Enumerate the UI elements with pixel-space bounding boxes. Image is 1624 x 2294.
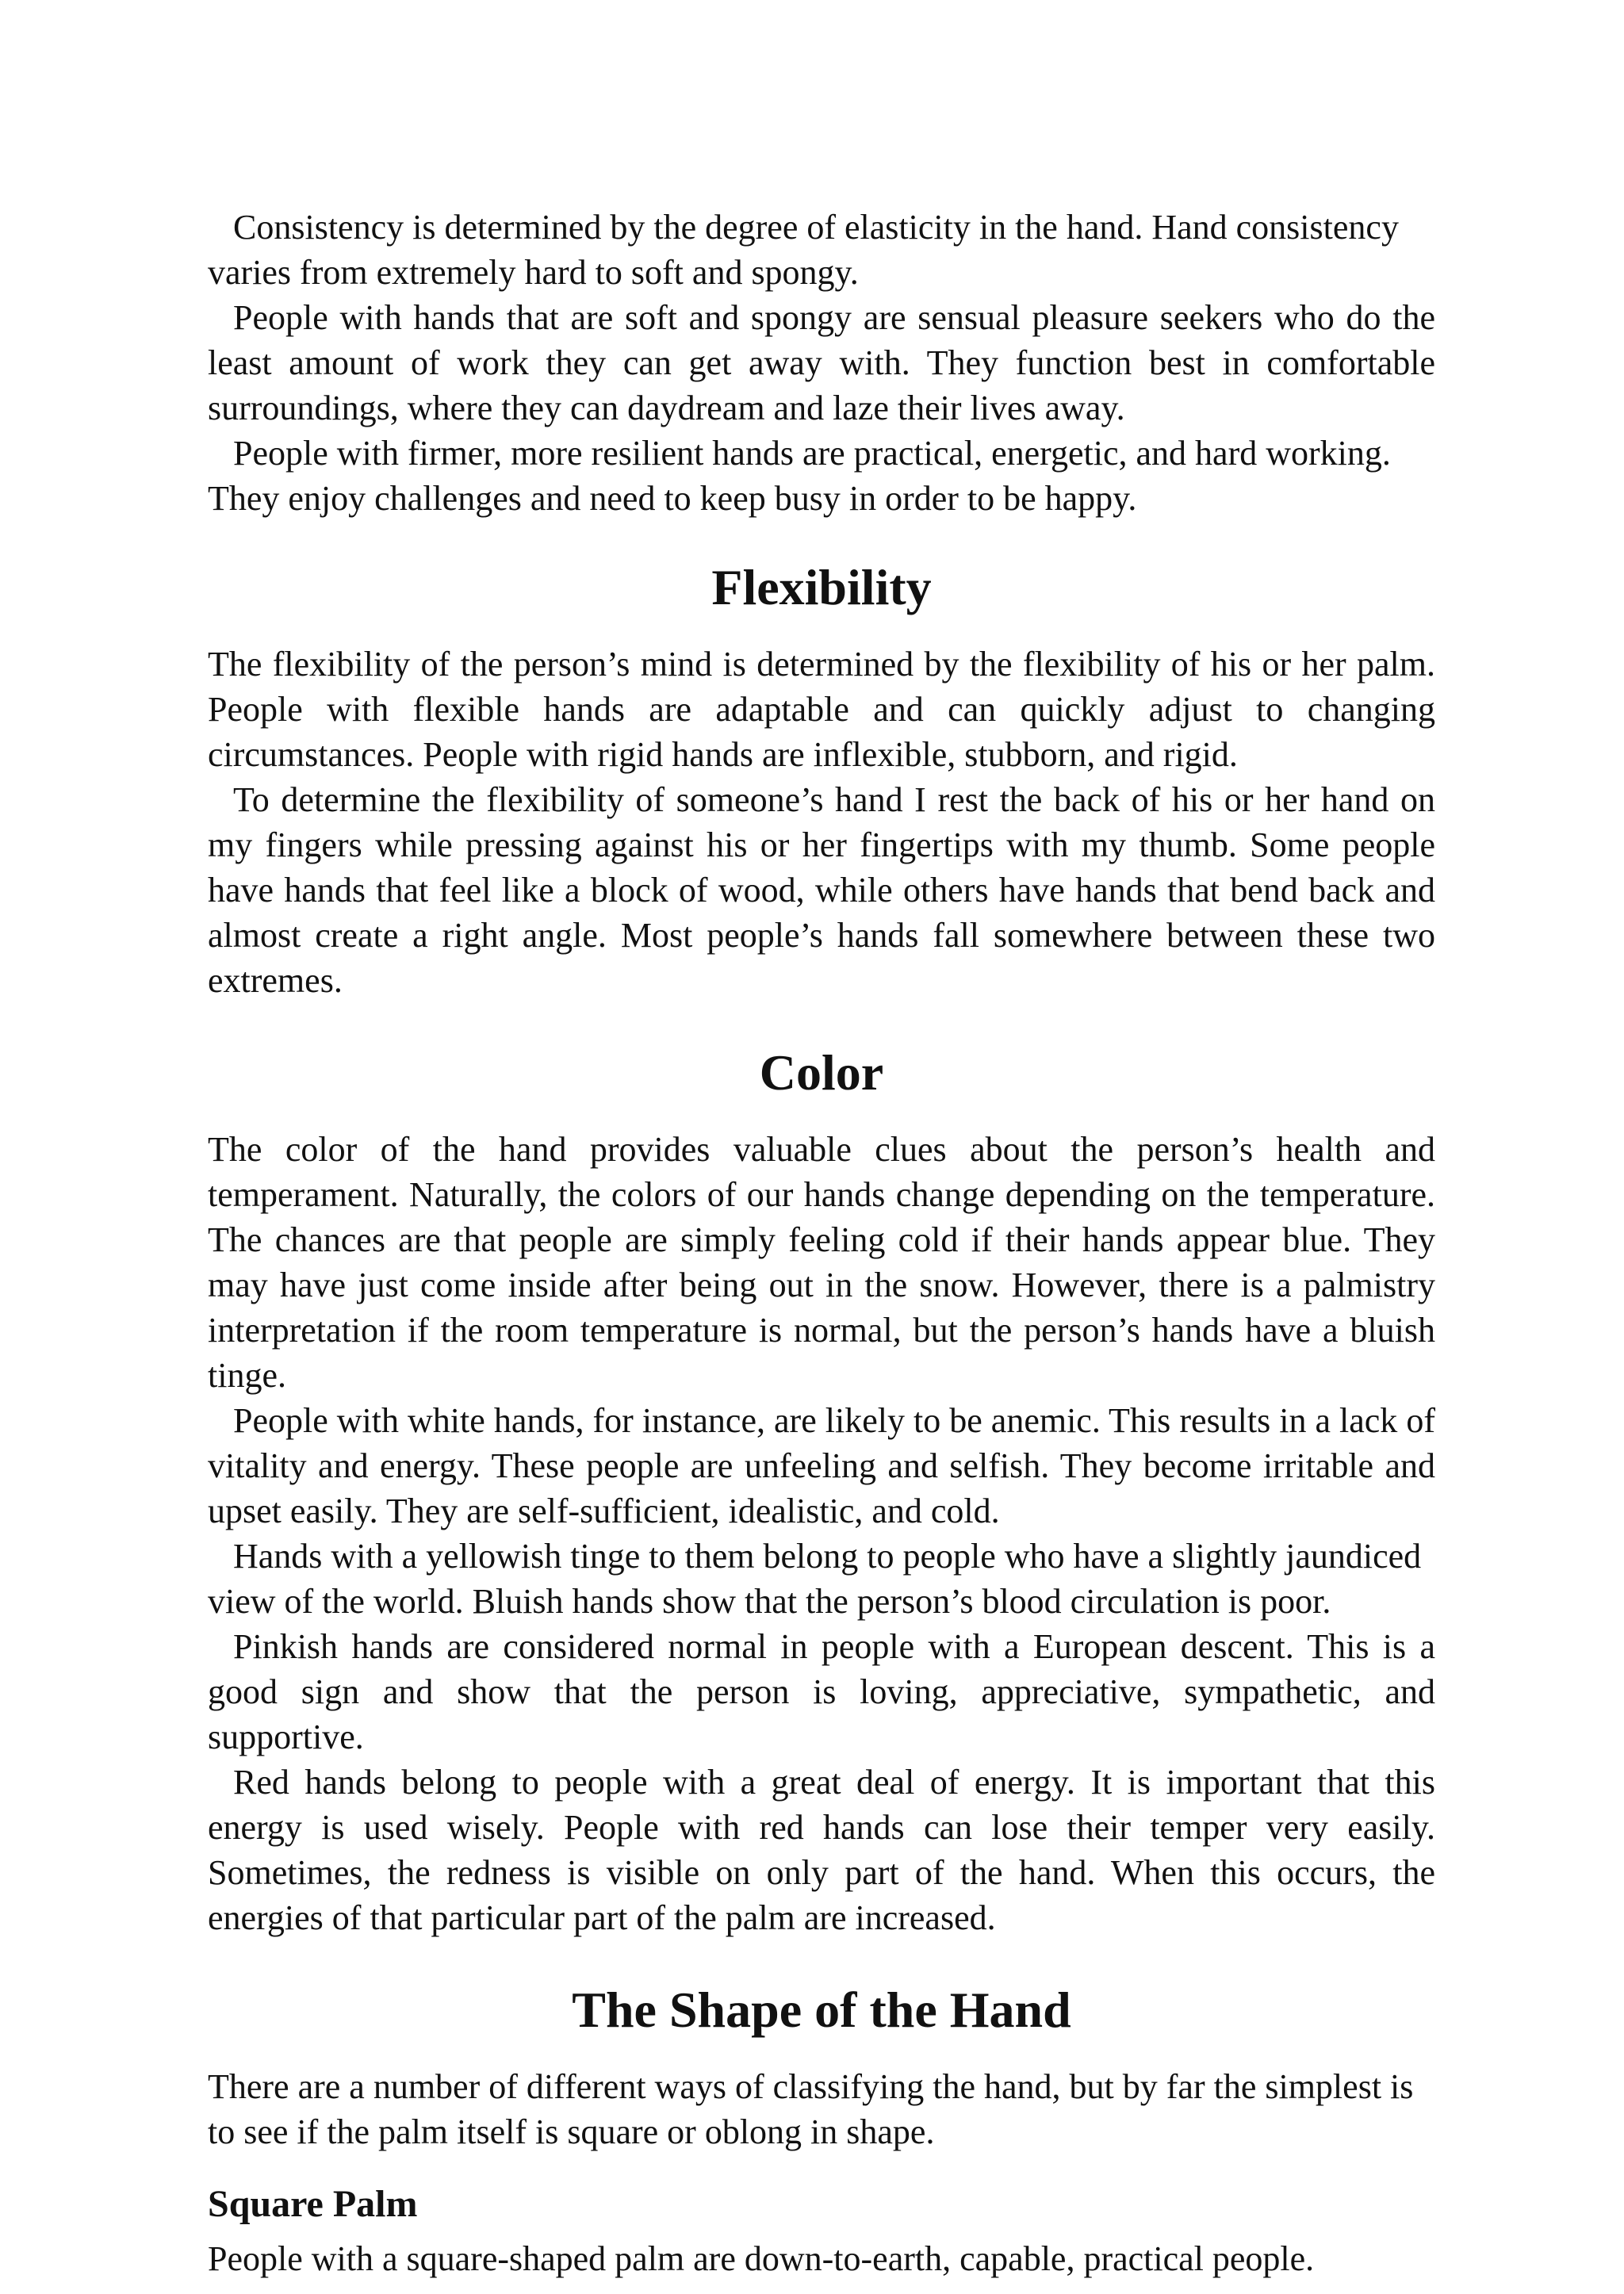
flexibility-heading: Flexibility xyxy=(711,559,932,615)
color-paragraph-3: Hands with a yellowish tinge to them belong to people who have a slightly jaundiced view of the world. Bluish hands show that the person’s blood circulation is poor. xyxy=(208,1537,1422,1621)
color-paragraph-2: People with white hands, for instance, are likely to be anemic. This results in a lack of vitality and energy. These people are unfeeling and selfish. They become irritable and upset easily. They are self-sufficient, idealistic, and cold. xyxy=(208,1401,1435,1530)
square-palm-subheading: Square Palm xyxy=(208,2183,418,2225)
consistency-paragraph-1: Consistency is determined by the degree of elasticity in the hand. Hand consistency varies from extremely hard to soft and spongy. xyxy=(208,208,1399,292)
shape-paragraph-1: There are a number of different ways of classifying the hand, but by far the simplest is to see if the palm itself is square or oblong in shape. xyxy=(208,2067,1414,2151)
consistency-paragraph-2: People with hands that are soft and spongy are sensual pleasure seekers who do the least amount of work they can get away with. They function best in comfortable surroundings, where they can daydream and laze their lives away. xyxy=(208,298,1435,427)
shape-of-hand-heading: The Shape of the Hand xyxy=(572,1982,1071,2038)
color-paragraph-5: Red hands belong to people with a great deal of energy. It is important that this energy is used wisely. People with red hands can lose their temper very easily. Sometimes, the redness is visible on only part of the hand. When this occurs, the energies of that particular part of the palm are increased. xyxy=(208,1763,1435,1937)
flexibility-paragraph-1: The flexibility of the person’s mind is determined by the flexibility of his or her palm. People with flexible hands are adaptable and can quickly adjust to changing circumstances. People with rigid hands are inflexible, stubborn, and rigid. xyxy=(208,645,1435,774)
flexibility-paragraph-2: To determine the flexibility of someone’s hand I rest the back of his or her hand on my fingers while pressing against his or her fingertips with my thumb. Some people have hands that feel like a block of wood, while others have hands that bend back and almost create a right angle. Most people’s hands fall somewhere between these two extremes. xyxy=(208,780,1435,1000)
consistency-paragraph-3: People with firmer, more resilient hands are practical, energetic, and hard working. They enjoy challenges and need to keep busy in order to be happy. xyxy=(208,434,1391,518)
color-paragraph-4: Pinkish hands are considered normal in people with a European descent. This is a good sign and show that the person is loving, appreciative, sympathetic, and supportive. xyxy=(208,1627,1435,1756)
color-heading: Color xyxy=(759,1044,884,1101)
color-paragraph-1: The color of the hand provides valuable clues about the person’s health and temperament. Naturally, the colors of our hands change depending on the temperature. The chances are that people are simply feeling cold if their hands appear blue. They may have just come inside after being out in the snow. However, there is a palmistry interpretation if the room temperature is normal, but the person’s hands have a bluish tinge. xyxy=(208,1130,1435,1395)
square-palm-paragraph-1: People with a square-shaped palm are down-to-earth, capable, practical people. xyxy=(208,2239,1315,2278)
page-body xyxy=(208,205,1435,2281)
